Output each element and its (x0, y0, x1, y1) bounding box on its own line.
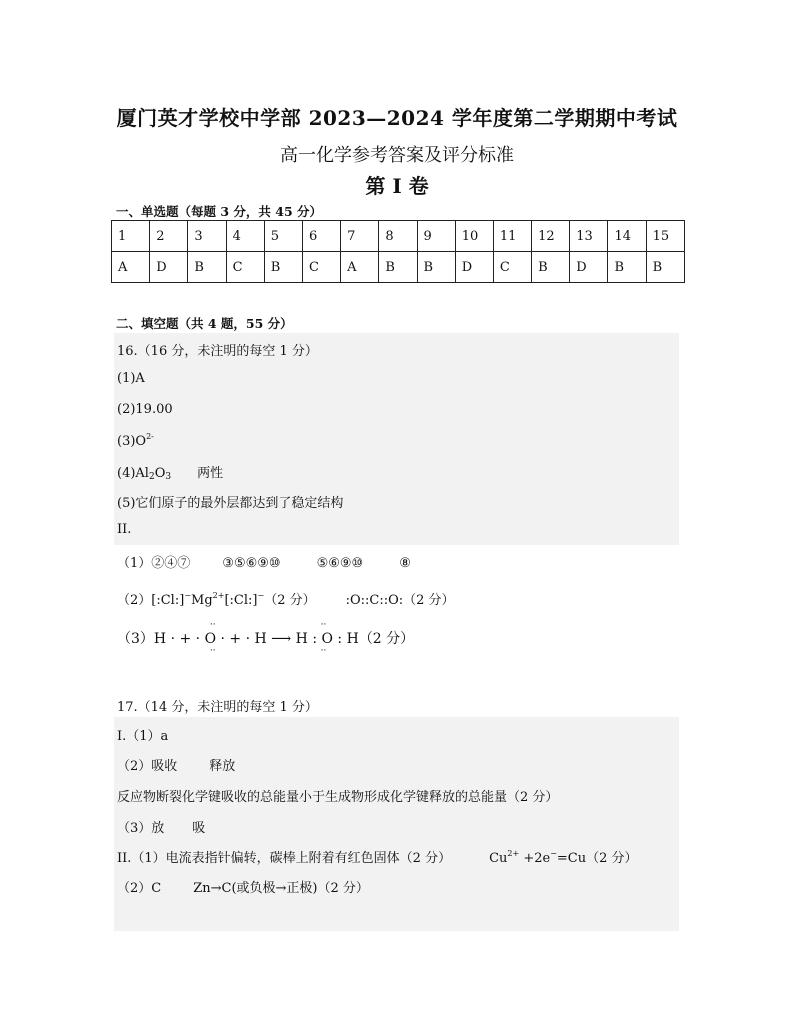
answer-cell: B (188, 252, 226, 283)
answer-cell: B (379, 252, 417, 283)
volume-title: 第 I 卷 (365, 174, 429, 198)
q16-line-4 (117, 462, 223, 482)
q16-ii-3 (117, 620, 415, 656)
q17-line-2-a: （2）吸收 (117, 759, 178, 774)
answer-cell: A (341, 252, 379, 283)
q16-line-1: (1)A (117, 371, 145, 386)
answer-cell: D (570, 252, 608, 283)
answer-cell: A (112, 252, 150, 283)
q16-title: 16.（16 分，未注明的每空 1 分） (117, 344, 318, 359)
q16-line-3-text: (3)O (117, 434, 147, 449)
q16-ii-1 (117, 552, 411, 571)
q16-ii-1-a: ②④⑦ (151, 556, 191, 571)
section-1-heading: 一、单选题（每题 3 分，共 45 分） (116, 204, 323, 219)
q16-ii-1-c: ⑤⑥⑨⑩ (316, 556, 364, 571)
answer-cell: B (532, 252, 570, 283)
q16-line-3-charge: 2- (146, 432, 154, 441)
exam-title: 厦门英才学校中学部 2023—2024 学年度第二学期期中考试 (116, 106, 678, 130)
answer-cell: B (417, 252, 455, 283)
q17-line-6-a: （2）C (117, 881, 162, 896)
answer-cell: C (302, 252, 340, 283)
magnesium-charge: 2+ (212, 591, 225, 600)
q16-ii-1-label: （1） (117, 556, 152, 571)
question-number-row (112, 221, 685, 252)
q17-line-6 (117, 877, 369, 896)
question-number-cell: 6 (302, 221, 340, 252)
q16-line-5: (5)它们原子的最外层都达到了稳定结构 (117, 496, 344, 511)
chloride-2: :Cl: (229, 593, 253, 608)
question-number-cell: 1 (112, 221, 150, 252)
mgcl2-formula: $[:Cl:]^-Mg^{2+}[:Cl:]^-$ (151, 591, 265, 608)
q17-line-5 (117, 847, 638, 866)
q17-line-6-b: Zn→C(或负极→正极)（2 分） (193, 881, 369, 896)
q16-line-4-sub1: 2 (148, 472, 155, 482)
answer-cell: B (646, 252, 684, 283)
question-number-cell: 7 (341, 221, 379, 252)
answer-cell: D (455, 252, 493, 283)
question-number-cell: 8 (379, 221, 417, 252)
question-number-cell: 10 (455, 221, 493, 252)
q16-background (114, 333, 679, 545)
question-number-cell: 5 (264, 221, 302, 252)
q16-line-4-al: (4)Al (117, 466, 149, 481)
q17-line-4 (117, 817, 205, 836)
answer-cell: D (150, 252, 188, 283)
magnesium: Mg (191, 593, 213, 608)
section-2-heading: 二、填空题（共 4 题，55 分） (116, 316, 293, 331)
answer-cell: C (493, 252, 531, 283)
q16-line-4-answer: 两性 (197, 466, 224, 481)
answer-row (112, 252, 685, 283)
question-number-cell: 14 (608, 221, 646, 252)
q16-ii-2-score: （2 分） (264, 593, 316, 608)
q17-line-4-a: （3）放 (117, 821, 165, 836)
q16-ii-2-score-2: （2 分） (403, 593, 455, 608)
answer-cell: B (608, 252, 646, 283)
question-number-cell: 11 (493, 221, 531, 252)
q17-line-4-b: 吸 (192, 821, 206, 836)
chloride-1: :Cl: (156, 593, 180, 608)
answer-table (111, 220, 685, 283)
q17-line-3: 反应物断裂化学键吸收的总能量小于生成物形成化学键释放的总能量（2 分） (117, 790, 559, 805)
q17-line-2-b: 释放 (209, 759, 236, 774)
question-number-cell: 15 (646, 221, 684, 252)
exam-subtitle: 高一化学参考答案及评分标准 (280, 145, 514, 166)
water-left: ·· ·· H · + · O · + · H (153, 620, 267, 656)
q16-line-4-o: O (154, 466, 166, 481)
question-number-cell: 9 (417, 221, 455, 252)
question-number-cell: 4 (226, 221, 264, 252)
q16-ii-1-d: ⑧ (399, 556, 411, 571)
co2-formula: :O::C::O: (345, 593, 404, 608)
question-number-cell: 2 (150, 221, 188, 252)
q16-line-3 (117, 432, 154, 449)
answer-cell: C (226, 252, 264, 283)
question-number-cell: 13 (570, 221, 608, 252)
question-number-cell: 3 (188, 221, 226, 252)
q16-ii-2 (117, 589, 455, 608)
chloride-1-charge: − (184, 591, 192, 600)
q16-ii-2-label: （2） (117, 593, 152, 608)
q17-title: 17.（14 分，未注明的每空 1 分） (117, 700, 318, 715)
q16-part-2: II. (117, 522, 132, 537)
q16-line-2: (2)19.00 (117, 402, 173, 417)
answer-cell: B (264, 252, 302, 283)
q16-ii-3-label: （3） (117, 631, 154, 647)
q16-ii-3-score: （2 分） (358, 631, 415, 647)
q17-line-5-b: $Cu^{2+} +2e^-=Cu(2$ 分） (489, 849, 638, 866)
question-number-cell: 12 (532, 221, 570, 252)
q16-line-4-sub2: 3 (165, 472, 172, 482)
q17-line-2 (117, 755, 235, 774)
reaction-arrow: ⟶ (271, 631, 292, 647)
q17-line-5-a: II.（1）电流表指针偏转，碳棒上附着有红色固体（2 分） (117, 851, 452, 866)
water-reactants: H · + · O · + · H (153, 631, 267, 647)
water-right: ·· ·· H : O : H (295, 620, 359, 656)
q17-line-1: I.（1）a (117, 729, 169, 744)
chloride-2-charge: − (257, 591, 265, 600)
q16-ii-1-b: ③⑤⑥⑨⑩ (222, 556, 281, 571)
water-product: H : O : H (295, 631, 359, 647)
